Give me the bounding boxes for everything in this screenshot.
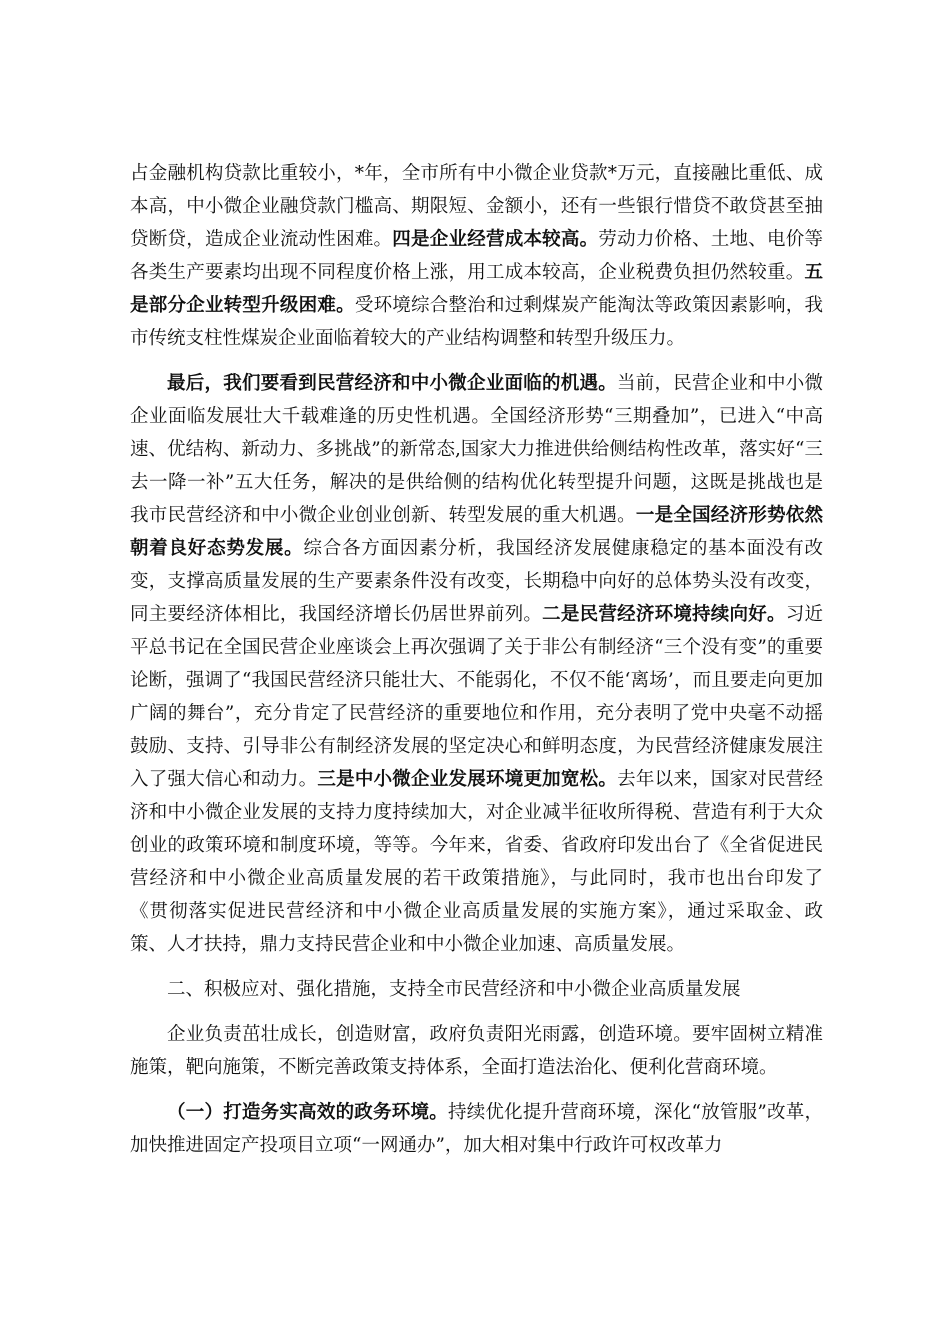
bold-point-one: 一是全国经济形势依然朝着良好态势发展。 <box>130 505 823 559</box>
paragraph-financing-costs <box>130 157 823 355</box>
bold-point-two: 二是民营经济环境持续向好。 <box>542 604 786 625</box>
bold-point-five: 五是部分企业转型升级困难。 <box>130 262 823 316</box>
paragraph-text: 综合各方面因素分析，我国经济发展健康稳定的基本面没有改变，支撑高质量发展的生产要素条件没有改变，长期稳中向好的总体势头没有改变，同主要经济体相比，我国经济增长仍居世界前列。 <box>130 538 823 625</box>
paragraph-text: 当前，民营企业和中小微企业面临发展壮大千载难逢的历史性机遇。全国经济形势“三期叠加”，已进入“中高速、优结构、新动力、多挑战”的新常态,国家大力推进供给侧结构性改革，落实好“三去一降一补”五大任务，解决的是供给侧的结构优化转型提升问题，这既是挑战也是我市民营经济和中小微企业创业创新、转型发展的重大机遇。 <box>130 373 823 526</box>
paragraph-government-environment <box>130 1096 823 1162</box>
paragraph-intro: 企业负责茁壮成长，创造财富，政府负责阳光雨露，创造环境。要牢固树立精准施策，靶向施策，不断完善政策支持体系，全面打造法治化、便利化营商环境。 <box>130 1024 823 1078</box>
paragraph-opportunities <box>130 367 823 961</box>
paragraph-text: 受环境综合整治和过剩煤炭产能淘汰等政策因素影响，我市传统支柱性煤炭企业面临着较大的产业结构调整和转型升级压力。 <box>130 295 823 349</box>
bold-point-three: 三是中小微企业发展环境更加宽松。 <box>317 769 618 790</box>
bold-point-four: 四是企业经营成本较高。 <box>392 229 599 250</box>
paragraph-text: 去年以来，国家对民营经济和中小微企业发展的支持力度持续加大，对企业减半征收所得税、营造有利于大众创业的政策环境和制度环境，等等。今年来，省委、省政府印发出台了《全省促进民营经济和中小微企业高质量发展的若干政策措施》，与此同时，我市也出台印发了《贯彻落实促进民营经济和中小微企业高质量发展的实施方案》，通过采取金、政策、人才扶持，鼎力支持民营企业和中小微企业加速、高质量发展。 <box>130 769 823 955</box>
bold-subheading: （一）打造务实高效的政务环境。 <box>167 1102 448 1123</box>
paragraph-text: 占金融机构贷款比重较小，*年，全市所有中小微企业贷款*万元，直接融比重低、成本高，中小微企业融贷款门槛高、期限短、金额小，还有一些银行惜贷不敢贷甚至抽贷断贷，造成企业流动性困难。 <box>130 163 823 250</box>
paragraph-text: 劳动力价格、土地、电价等各类生产要素均出现不同程度价格上涨，用工成本较高，企业税费负担仍然较重。 <box>130 229 823 283</box>
paragraph-text: 习近平总书记在全国民营企业座谈会上再次强调了关于非公有制经济“三个没有变”的重要论断，强调了“我国民营经济只能壮大、不能弱化，不仅不能‘离场’，而且要走向更加广阔的舞台”，充分肯定了民营经济的重要地位和作用，充分表明了党中央毫不动摇鼓励、支持、引导非公有制经济发展的坚定决心和鲜明态度，为民营经济健康发展注入了强大信心和动力。 <box>130 604 823 790</box>
paragraph-text: 持续优化提升营商环境，深化“放管服”改革，加快推进固定产投项目立项“一网通办”，加大相对集中行政许可权改革力 <box>130 1102 823 1156</box>
document-body <box>130 157 823 1162</box>
bold-lead-sentence: 最后，我们要看到民营经济和中小微企业面临的机遇。 <box>167 373 617 394</box>
section-heading: 二、积极应对、强化措施，支持全市民营经济和中小微企业高质量发展 <box>167 979 741 1000</box>
